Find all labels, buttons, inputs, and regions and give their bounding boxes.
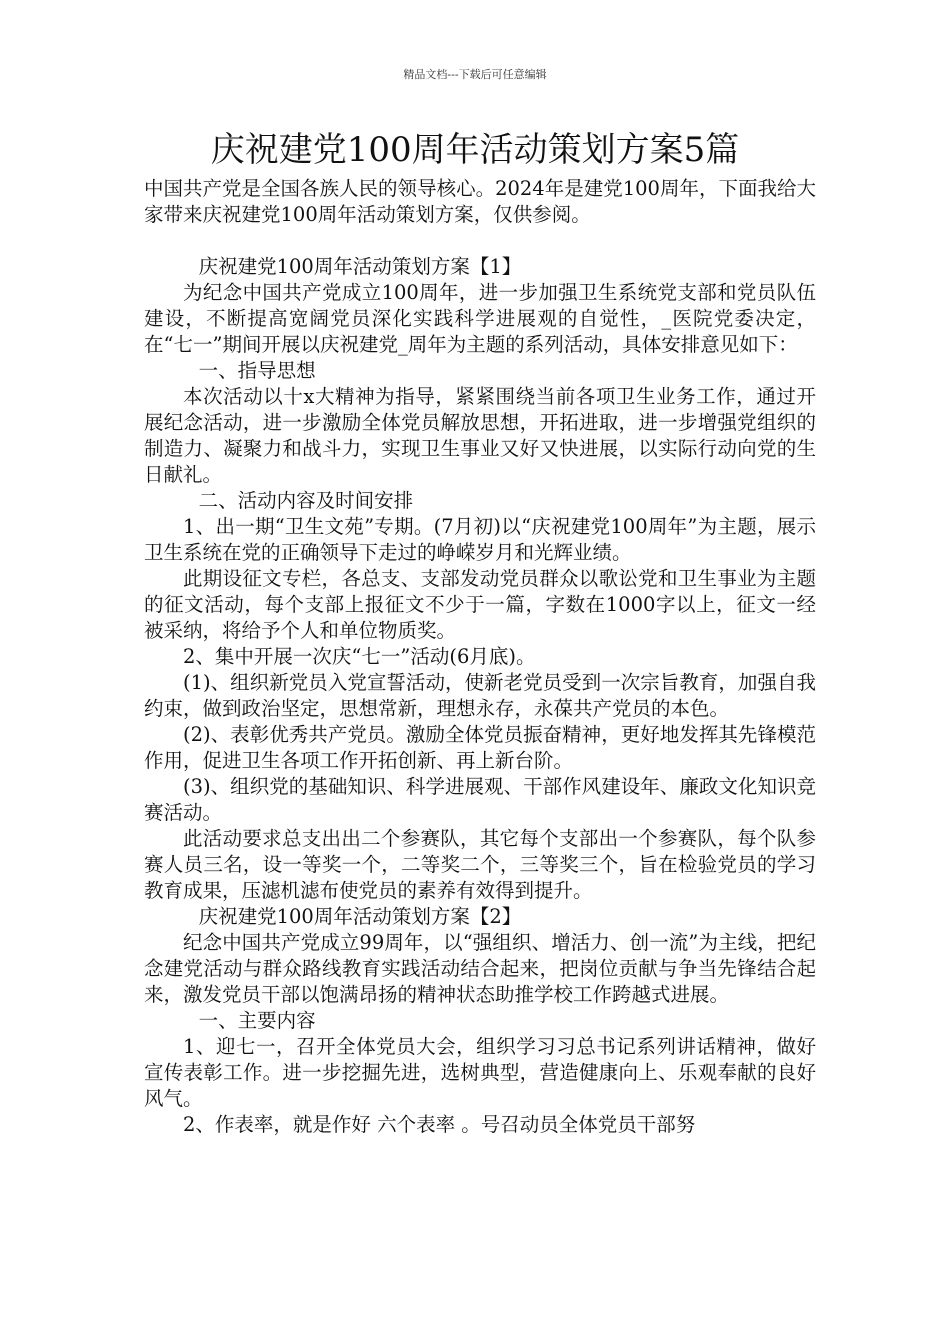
body-paragraph: 纪念中国共产党成立99周年，以“强组织、增活力、创一流”为主线，把纪念建党活动与群众路线教育实践活动结合起来，把岗位贡献与争当先锋结合起来，激发党员干部以饱满昂扬的精神状态助推学校工作跨越式进展。	[144, 931, 816, 1006]
section-title-plan-2: 庆祝建党100周年活动策划方案【2】	[198, 905, 522, 928]
body-paragraph: (3)、组织党的基础知识、科学进展观、干部作风建设年、廉政文化知识竞赛活动。	[144, 775, 816, 824]
body-paragraph: 此活动要求总支出出二个参赛队，其它每个支部出一个参赛队，每个队参赛人员三名，设一等奖一个，二等奖二个，三等奖三个，旨在检验党员的学习教育成果，压滤机滤布使党员的素养有效得到提升。	[144, 827, 816, 902]
heading-main-content: 一、主要内容	[198, 1009, 316, 1032]
body-paragraph: (2)、表彰优秀共产党员。激励全体党员振奋精神，更好地发挥其先锋模范作用，促进卫生各项工作开拓创新、再上新台阶。	[144, 723, 816, 772]
body-paragraph: 1、出一期“卫生文苑”专期。(7月初)以“庆祝建党100周年”为主题，展示卫生系统在党的正确领导下走过的峥嵘岁月和光辉业绩。	[144, 515, 816, 564]
section-title-plan-1: 庆祝建党100周年活动策划方案【1】	[198, 255, 522, 278]
body-paragraph: 2、作表率，就是作好 六个表率 。号召动员全体党员干部努	[183, 1113, 696, 1136]
intro-paragraph: 中国共产党是全国各族人民的领导核心。2024年是建党100周年，下面我给大家带来庆祝建党100周年活动策划方案，仅供参阅。	[144, 177, 816, 226]
heading-guiding-ideology: 一、指导思想	[198, 359, 316, 382]
body-paragraph: 此期设征文专栏，各总支、支部发动党员群众以歌讼党和卫生事业为主题的征文活动，每个支部上报征文不少于一篇，字数在1000字以上，征文一经被采纳，将给予个人和单位物质奖。	[144, 567, 816, 642]
document-body	[144, 176, 816, 1138]
page-header-note: 精品文档---下载后可任意编辑	[403, 68, 547, 81]
body-paragraph: 为纪念中国共产党成立100周年，进一步加强卫生系统党支部和党员队伍建设，不断提高宽阔党员深化实践科学进展观的自觉性，_医院党委决定，在“七一”期间开展以庆祝建党_周年为主题的系列活动，具体安排意见如下：	[144, 281, 816, 356]
body-paragraph: 本次活动以十x大精神为指导，紧紧围绕当前各项卫生业务工作，通过开展纪念活动，进一步激励全体党员解放思想，开拓进取，进一步增强党组织的制造力、凝聚力和战斗力，实现卫生事业又好又快进展，以实际行动向党的生日献礼。	[144, 385, 816, 486]
body-paragraph: (1)、组织新党员入党宣誓活动，使新老党员受到一次宗旨教育，加强自我约束，做到政治坚定，思想常新，理想永存，永葆共产党员的本色。	[144, 671, 816, 720]
body-paragraph: 2、集中开展一次庆“七一”活动(6月底)。	[183, 645, 536, 668]
body-paragraph: 1、迎七一，召开全体党员大会，组织学习习总书记系列讲话精神，做好宣传表彰工作。进一步挖掘先进，选树典型，营造健康向上、乐观奉献的良好风气。	[144, 1035, 816, 1110]
document-title: 庆祝建党100周年活动策划方案5篇	[210, 130, 740, 170]
heading-activity-schedule: 二、活动内容及时间安排	[198, 489, 414, 512]
